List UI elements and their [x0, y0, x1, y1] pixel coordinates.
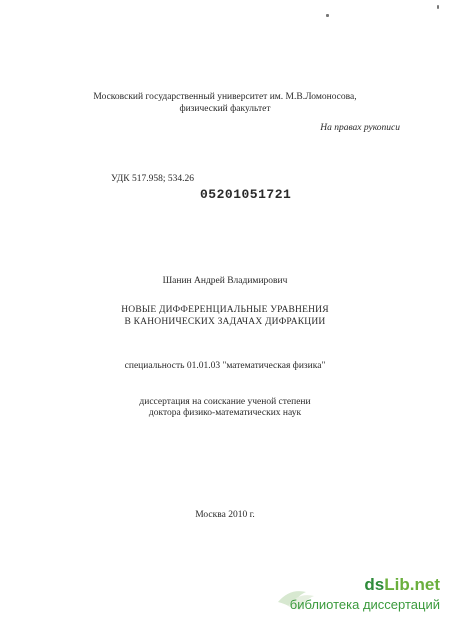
watermark-subtitle: библиотека диссертаций — [289, 597, 440, 612]
watermark-brand-ds: ds — [364, 575, 385, 594]
watermark-brand-lib: Lib — [384, 575, 410, 594]
title-line-1: НОВЫЕ ДИФФЕРЕНЦИАЛЬНЫЕ УРАВНЕНИЯ — [121, 305, 329, 315]
registration-number: 05201051721 — [200, 187, 292, 202]
udk-code: УДК 517.958; 534.26 — [111, 174, 194, 184]
title-line-2: В КАНОНИЧЕСКИХ ЗАДАЧАХ ДИФРАКЦИИ — [124, 317, 326, 327]
watermark-brand-net: .net — [409, 575, 440, 594]
scan-speck — [326, 14, 329, 17]
degree-line-2: доктора физико-математических наук — [148, 408, 302, 418]
specialty: специальность 01.01.03 "математическая физика" — [124, 361, 326, 371]
manuscript-note: На правах рукописи — [320, 123, 400, 133]
institution-line-1: Московский государственный университет им. М.В.Ломоносова, — [93, 92, 357, 102]
scan-speck — [437, 5, 439, 9]
place-year: Москва 2010 г. — [195, 510, 255, 520]
watermark-brand[interactable] — [364, 575, 440, 595]
author-name: Шанин Андрей Владимирович — [162, 276, 288, 286]
degree-line-1: диссертация на соискание ученой степени — [139, 397, 311, 407]
institution-line-2: физический факультет — [179, 104, 271, 114]
